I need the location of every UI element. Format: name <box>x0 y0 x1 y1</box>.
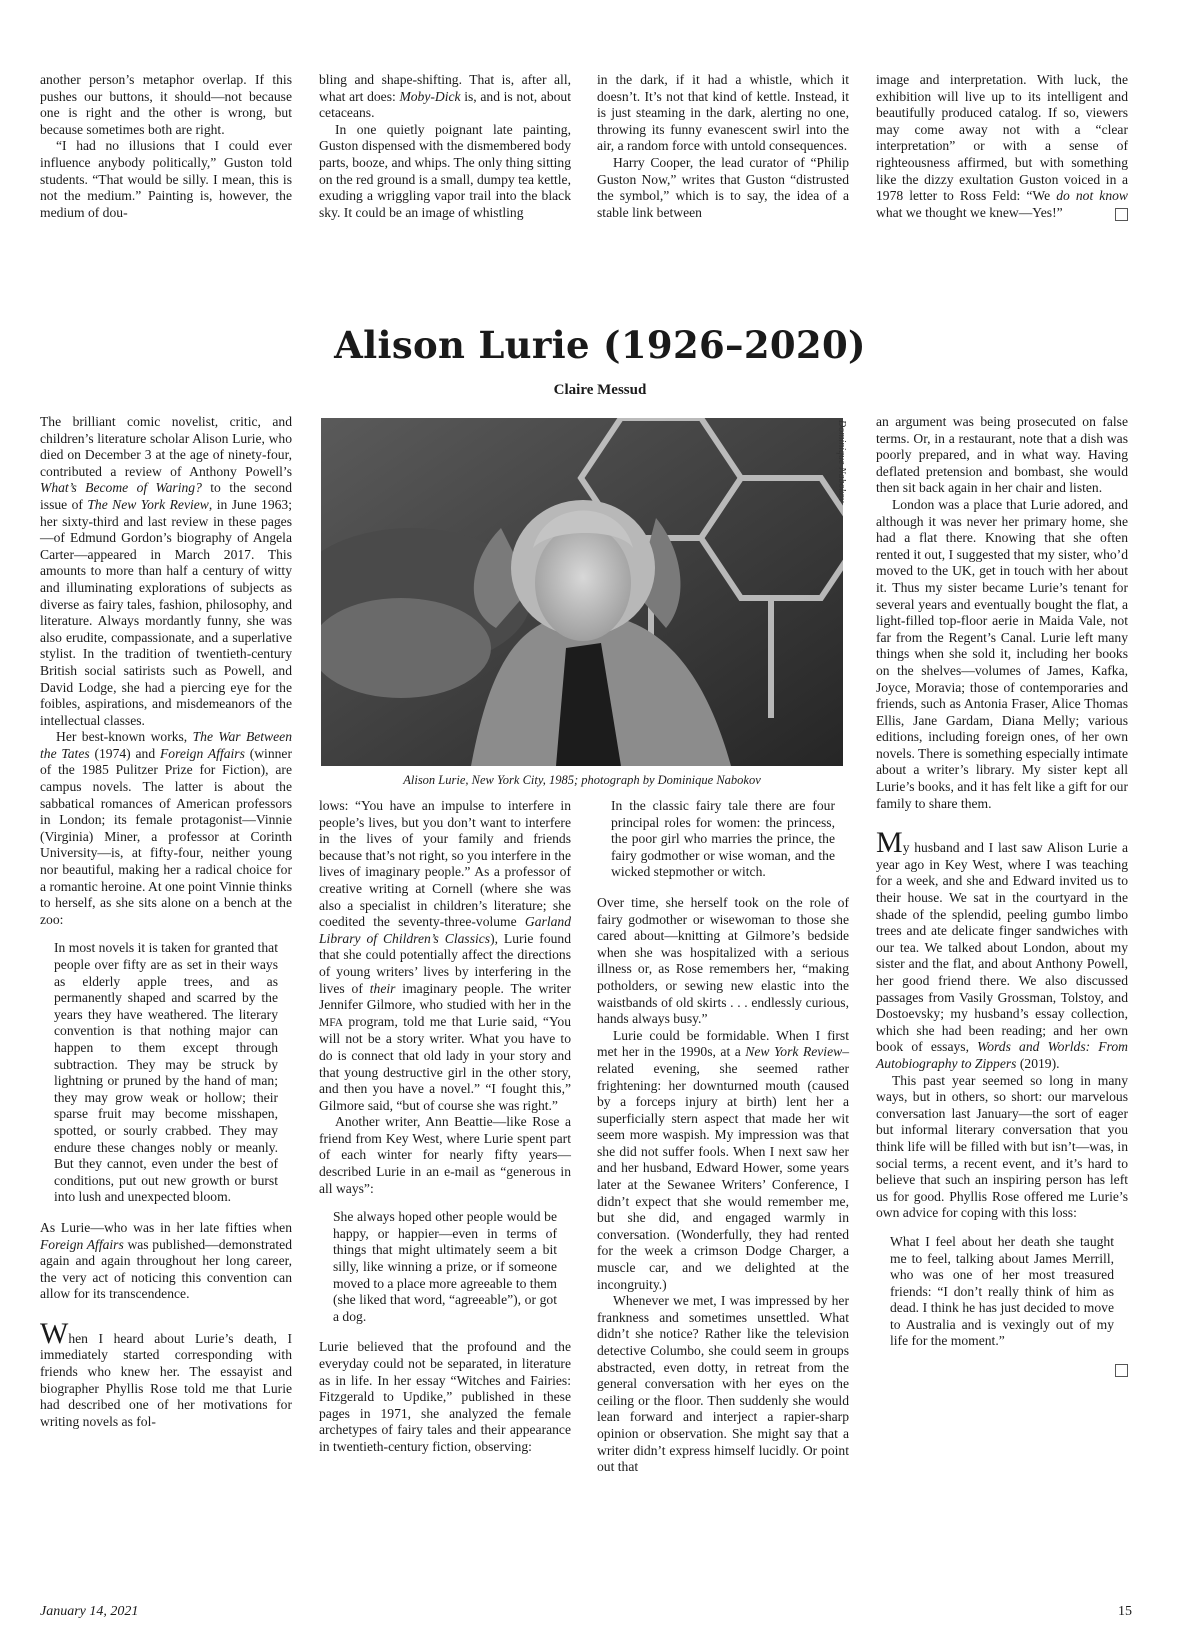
drop-initial: W <box>40 1316 69 1350</box>
top-column-1 <box>40 72 292 221</box>
paragraph: Lurie believed that the profound and the everyday could not be separated, in literature as in life. In her essay “Witches and Fairies: Fitzgerald to Updike,” published in these pages in 1971, she analyzed the female archetypes of fairy tales and their appearance in twentieth-century fiction, observing: <box>319 1339 571 1454</box>
top-column-4 <box>876 72 1128 221</box>
article-column-2 <box>319 798 571 1456</box>
byline: Claire Messud <box>553 382 647 398</box>
issue-date: January 14, 2021 <box>40 1604 139 1619</box>
paragraph: London was a place that Lurie adored, and although it was never her primary home, she had a flat there. Knowing that she often rented it out, I suggested that my sister, who’d moved to the UK, get in touch with her about it. Thus my sister became Lurie’s tenant for several years and eventually bought the flat, a light-filled top-floor aerie in Maida Vale, not far from the Regent’s Canal. Lurie left many things when she sold it, including her books on the shelves—volumes of James, Kafka, Joyce, Moravia; those of contemporaries and friends, such as Antonia Fraser, Alice Thomas Ellis, Jane Gardam, Diana Melly; various editions, including foreign ones, of her own novels. There is something especially intimate about a writer’s library. My sister kept all Lurie’s books, and it has felt like a gift for our family to share them. <box>876 496 1128 811</box>
paragraph: In one quietly poignant late painting, Guston dispensed with the dismembered body parts, booze, and whips. The only thing sitting on the red ground is a small, dumpy tea kettle, exuding a wriggling vapor trail into the black sky. It could be an image of whistling <box>319 121 571 220</box>
paragraph: Over time, she herself took on the role of fairy godmother or wisewoman to those she cared about—knitting at Gilmore’s bedside when she was hospitalized with a serious illness or, as Rose remembers her, “making potholders, or sewing new elastic into the waistbands of old skirts . . . endlessly curious, hands always busy.” <box>597 894 849 1027</box>
photo-credit: Dominique Nabokov <box>836 420 847 503</box>
paragraph: Harry Cooper, the lead curator of “Philip Guston Now,” writes that Guston “distrusted the symbol,” which is to say, the idea of a stable link between <box>597 154 849 220</box>
paragraph: As Lurie—who was in her late fifties when Foreign Affairs was published—demonstrated again and again throughout her long career, the very act of noticing this convention can allow for its transcendence. <box>40 1219 292 1302</box>
paragraph: bling and shape-shifting. That is, after all, what art does: Moby-Dick is, and is not, about cetaceans. <box>319 72 571 121</box>
photo-caption: Alison Lurie, New York City, 1985; photograph by Dominique Nabokov <box>403 773 761 787</box>
drop-initial: M <box>876 826 903 860</box>
article-column-1 <box>40 414 292 1430</box>
paragraph: When I heard about Lurie’s death, I immediately started corresponding with friends who knew her. The essayist and biographer Phyllis Rose told me that Lurie had described one of her motivations for writing novels as fol- <box>40 1316 292 1429</box>
portrait-photo <box>321 418 843 766</box>
page-number: 15 <box>1118 1604 1132 1619</box>
block-quote: She always hoped other people would be happy, or happier—even in terms of things that might ultimately seem a bit silly, like winning a prize, or if someone moved to a place more agreeable to them (she liked that word, “agreeable”), or got a dog. <box>333 1209 557 1324</box>
block-quote: In most novels it is taken for granted that people over fifty are as set in their ways as elderly apple trees, and as permanently shaped and scarred by the years they have weathered. The literary convention is that nothing major can happen to them except through subtraction. They may be struck by lightning or pruned by the hand of man; they may grow weak or hollow; their sparse fruit may become misshapen, spotted, or sourly crabbed. They may endure these changes nobly or meanly. But they cannot, even under the best of conditions, put out new growth or burst into lush and unexpected bloom. <box>54 940 278 1205</box>
paragraph: Whenever we met, I was impressed by her frankness and sometimes unsettled. What didn’t she notice? Rather like the television detective Columbo, she could seem in groups abstracted, even dotty, in retreat from the general conversation with her eyes on the ceiling or the floor. Then suddenly she would lean forward and interject a rapier-sharp opinion or observation. She might say that a writer didn’t express himself lucidly. Or point out that <box>597 1293 849 1475</box>
paragraph: Another writer, Ann Beattie—like Rose a friend from Key West, where Lurie spent part of each winter for nearly fifty years—described Lurie in an e-mail as “generous in all ways”: <box>319 1114 571 1196</box>
paragraph: an argument was being prosecuted on false terms. Or, in a restaurant, note that a dish was poorly prepared, and in what way. Having deflated pretension and bombast, she would then sit back again in her chair and listen. <box>876 414 1128 496</box>
top-column-3 <box>597 72 849 221</box>
end-mark-icon <box>1115 208 1128 221</box>
paragraph: “I had no illusions that I could ever influence anybody politically,” Guston told students. “That would be silly. I mean, this is not the medium.” Painting is, however, the medium of dou- <box>40 138 292 220</box>
paragraph: lows: “You have an impulse to interfere in people’s lives, but you don’t want to interfere in the lives of your family and friends because that’s not right, so you interfere in the lives of imaginary people.” As a professor of creative writing at Cornell (where she was also a specialist in children’s literature; she coedited the seventy-three-volume Garland Library of Children’s Classics), Lurie found that she could potentially affect the directions of young writers’ lives by interfering in the lives of their imaginary people. The writer Jennifer Gilmore, who studied with her in the MFA program, told me that Lurie said, “You will not be a story writer. What you have to do is connect that old lady in your story and that young destructive girl in the other story, and then you have a novel.” “I fought this,” Gilmore said, “but of course she was right.” <box>319 798 572 1113</box>
article-title: Alison Lurie (1926–2020) <box>334 323 866 367</box>
paragraph: My husband and I last saw Alison Lurie a year ago in Key West, where I was teaching for a week, and she and Edward invited us to their house. We sat in the courtyard in the shade of the splendid, peeling gumbo limbo trees and ate delicate finger sandwiches with our tea. We talked about London, about my sister and the flat, and about Anthony Powell, her good friend there. We also discussed passages from Vasily Grossman, Tolstoy, and Dostoevsky; my husband’s essay collection, which she had been reading; and her own book of essays, Words and Worlds: From Autobiography to Zippers (2019). <box>876 826 1128 1071</box>
paragraph: another person’s metaphor overlap. If this pushes our buttons, it should—not because one is right and the other is wrong, but because sometimes both are right. <box>40 72 292 137</box>
block-quote: In the classic fairy tale there are four principal roles for women: the princess, the poor girl who marries the prince, the fairy godmother or wise woman, and the wicked stepmother or witch. <box>611 798 835 880</box>
article-column-4 <box>876 414 1128 1381</box>
paragraph: in the dark, if it had a whistle, which it doesn’t. It’s not that kind of kettle. Instead, it is just steaming in the dark, alerting no one, throwing its funny evanescent swirl into the air, a random force with untold consequences. <box>597 72 849 154</box>
paragraph: Her best-known works, The War Between the Tates (1974) and Foreign Affairs (winner of the 1985 Pulitzer Prize for Fiction), are campus novels. The latter is about the sabbatical romances of American professors in London; its female protagonist—Vinnie (Virginia) Miner, a professor at Corinth University—is, at fifty-four, neither young nor beautiful, making her a radical choice for a romantic heroine. At one point Vinnie thinks to herself, as she sits alone on a bench at the zoo: <box>40 729 292 927</box>
paragraph: This past year seemed so long in many ways, but in others, so short: our marvelous conversation last January—the sort of eager but informal literary conversation that you think life will be filled with but isn’t—was, in social terms, a recent event, and it’s hard to believe that such an inspiring person has left us for good. Phyllis Rose offered me Lurie’s own advice for coping with this loss: <box>876 1072 1128 1221</box>
top-column-2 <box>319 72 571 221</box>
paragraph: The brilliant comic novelist, critic, and children’s literature scholar Alison Lurie, who died on December 3 at the age of ninety-four, contributed a review of Anthony Powell’s What’s Become of Waring? to the second issue of The New York Review, in June 1963; her sixty-third and last review in these pages—of Edmund Gordon’s biography of Angela Carter—appeared in March 2017. This amounts to more than half a century of witty and illuminating explorations of subjects as diverse as fairy tales, fashion, philosophy, and literature. Always mordantly funny, she was also erudite, compassionate, and a superlative stylist. In the tradition of twentieth-century British social satirists such as Powell, and David Lodge, she had a piercing eye for the foibles, aspirations, and misdemeanors of the intellectual classes. <box>40 414 292 728</box>
paragraph: image and interpretation. With luck, the exhibition will live up to its intelligent and beautifully produced catalog. If so, viewers may come away not with a “clear interpretation” or with a sense of righteousness affirmed, but with something like the dizzy exultation Guston voiced in a 1978 letter to Ross Feld: “We do not know what we thought we knew—Yes!” <box>876 72 1128 220</box>
end-mark-icon <box>1115 1364 1128 1377</box>
article-column-3 <box>597 798 849 1476</box>
paragraph: Lurie could be formidable. When I first met her in the 1990s, at a New York Review–related evening, she seemed rather frightening: her downturned mouth (caused by a forceps injury at birth) lent her a superficially stern aspect that made her wit seem more waspish. My impression was that she did not suffer fools. When I next saw her and her husband, Edward Hower, some years later at the Sewanee Writers’ Conference, I didn’t expect that she would remember me, but she did, and engaged warmly in conversation. (Wonderfully, they had rented for the week a crimson Dodge Charger, a muscle car, and we delighted at the incongruity.) <box>597 1027 849 1292</box>
block-quote: What I feel about her death she taught me to feel, talking about James Merrill, who was one of her most treasured friends: “I don’t really think of him as dead. I think he has just decided to move to Australia and is vexingly out of my life for the moment.” <box>890 1233 1114 1349</box>
